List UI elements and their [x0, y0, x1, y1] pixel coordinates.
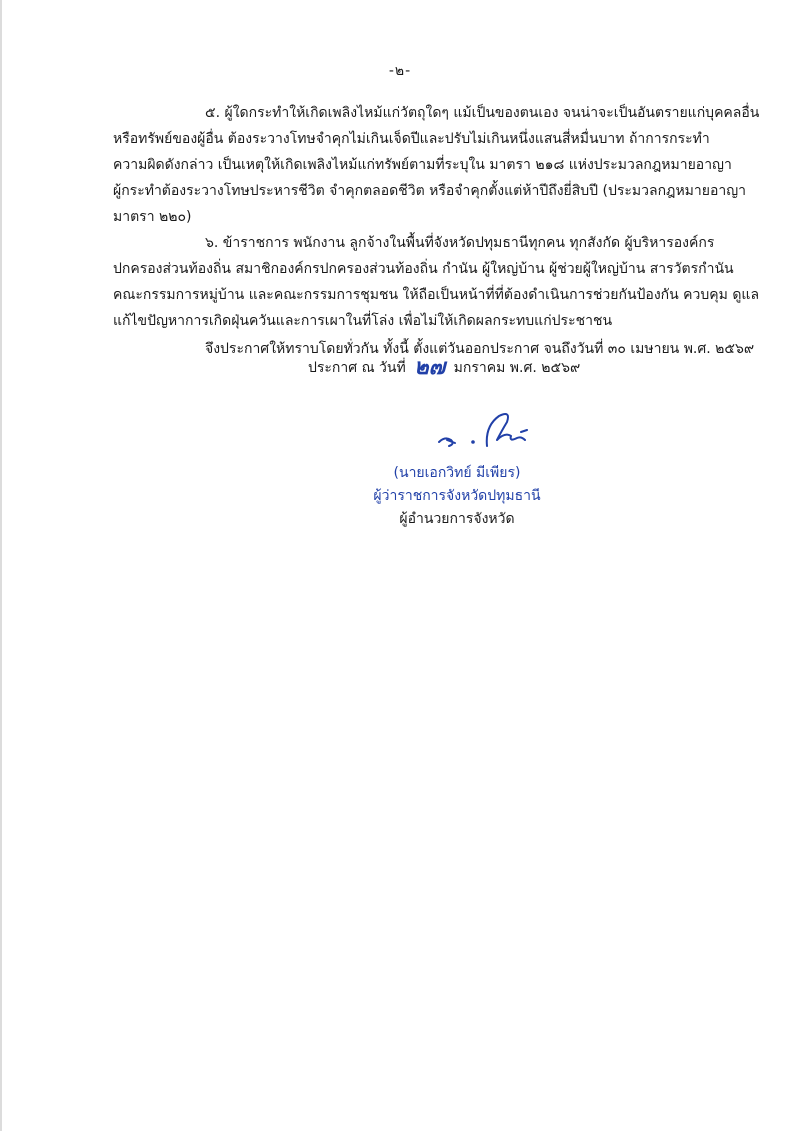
- paragraph-5-line: ผู้กระทำต้องระวางโทษประหารชีวิต จำคุกตลอดชีวิต หรือจำคุกตั้งแต่ห้าปีถึงยี่สิบปี (ประมวลกฎหมายอาญา: [113, 183, 747, 199]
- paragraph-6-line: คณะกรรมการหมู่บ้าน และคณะกรรมการชุมชน ให้ถือเป็นหน้าที่ที่ต้องดำเนินการช่วยกันป้องกัน ควบคุม ดูแล: [113, 287, 760, 303]
- paragraph-5: [113, 100, 760, 230]
- paragraph-5-line: หรือทรัพย์ของผู้อื่น ต้องระวางโทษจำคุกไม่เกินเจ็ดปีและปรับไม่เกินหนึ่งแสนสี่หมื่นบาท ถ้าการกระทำ: [113, 131, 710, 147]
- paragraph-5-line: มาตรา ๒๒๐): [113, 209, 192, 225]
- handwritten-signature: [425, 402, 545, 462]
- date-suffix: มกราคม พ.ศ. ๒๕๖๙: [453, 360, 581, 376]
- body-text: [113, 100, 760, 362]
- paragraph-6-line: ปกครองส่วนท้องถิ่น สมาชิกองค์กรปกครองส่วนท้องถิ่น กำนัน ผู้ใหญ่บ้าน ผู้ช่วยผู้ใหญ่บ้าน สารวัตรกำนัน: [113, 261, 734, 277]
- page-number: -๒-: [388, 63, 412, 79]
- signer-title: ผู้ว่าราชการจังหวัดปทุมธานี: [373, 488, 541, 504]
- page-edge: [0, 0, 2, 1131]
- paragraph-6-line: แก้ไขปัญหาการเกิดฝุ่นควันและการเผาในที่โล่ง เพื่อไม่ให้เกิดผลกระทบแก่ประชาชน: [113, 313, 613, 329]
- date-day-handwritten: ๒๗: [414, 355, 446, 380]
- closing-statement: จึงประกาศให้ทราบโดยทั่วกัน ทั้งนี้ ตั้งแต่วันออกประกาศ จนถึงวันที่ ๓๐ เมษายน พ.ศ. ๒๕๖๙: [205, 341, 755, 357]
- paragraph-5-line: ความผิดดังกล่าว เป็นเหตุให้เกิดเพลิงไหม้แก่ทรัพย์ตามที่ระบุใน มาตรา ๒๑๘ แห่งประมวลกฎหมายอาญา: [113, 157, 732, 173]
- paragraph-6: [113, 230, 760, 334]
- paragraph-6-line: ๖. ข้าราชการ พนักงาน ลูกจ้างในพื้นที่จังหวัดปทุมธานีทุกคน ทุกสังกัด ผู้บริหารองค์กร: [205, 235, 715, 251]
- announcement-date: [308, 355, 580, 381]
- date-prefix: ประกาศ ณ วันที่: [308, 360, 406, 376]
- signer-role: ผู้อำนวยการจังหวัด: [399, 511, 515, 527]
- paragraph-5-line: ๕. ผู้ใดกระทำให้เกิดเพลิงไหม้แก่วัตถุใดๆ แม้เป็นของตนเอง จนน่าจะเป็นอันตรายแก่บุคคลอื่น: [205, 105, 760, 121]
- signer-name: (นายเอกวิทย์ มีเพียร): [393, 465, 521, 481]
